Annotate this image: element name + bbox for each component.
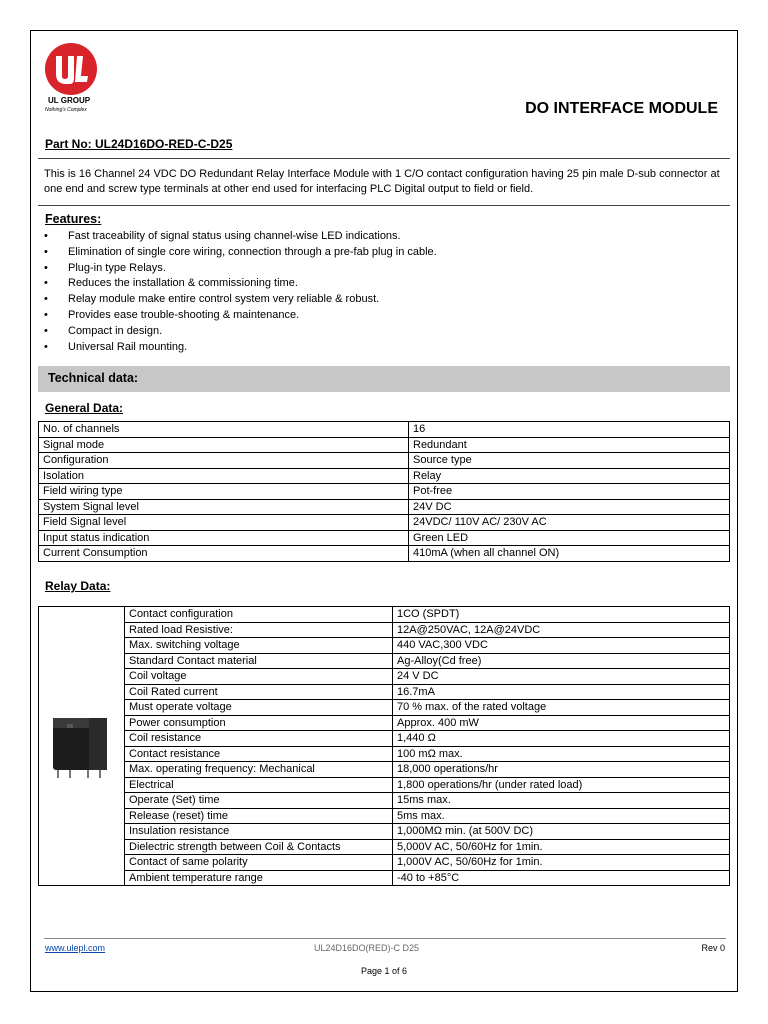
value-cell: 1,000V AC, 50/60Hz for 1min. <box>393 855 730 871</box>
value-cell: Ag-Alloy(Cd free) <box>393 653 730 669</box>
table-row <box>39 731 730 747</box>
table-row <box>39 793 730 809</box>
parameter-cell: Standard Contact material <box>125 653 393 669</box>
value-cell: 5,000V AC, 50/60Hz for 1min. <box>393 839 730 855</box>
parameter-cell: Dielectric strength between Coil & Contacts <box>125 839 393 855</box>
parameter-cell: Coil Rated current <box>125 684 393 700</box>
value-cell: Approx. 400 mW <box>393 715 730 731</box>
table-row <box>39 530 730 546</box>
value-cell: 24 V DC <box>393 669 730 685</box>
feature-item: • Relay module make entire control system very reliable & robust. <box>44 292 724 308</box>
feature-item: • Plug-in type Relays. <box>44 261 724 277</box>
value-cell: 1CO (SPDT) <box>393 607 730 623</box>
footer-divider <box>44 938 726 939</box>
parameter-cell: Coil resistance <box>125 731 393 747</box>
table-row <box>39 746 730 762</box>
value-cell: 410mA (when all channel ON) <box>409 546 730 562</box>
table-row <box>39 499 730 515</box>
table-row <box>39 422 730 438</box>
table-row <box>39 607 730 623</box>
value-cell: 100 mΩ max. <box>393 746 730 762</box>
parameter-cell: Max. operating frequency: Mechanical <box>125 762 393 778</box>
general-data-table <box>38 421 730 562</box>
feature-item: • Reduces the installation & commissioning time. <box>44 276 724 292</box>
value-cell: 15ms max. <box>393 793 730 809</box>
value-cell: Redundant <box>409 437 730 453</box>
parameter-cell: Must operate voltage <box>125 700 393 716</box>
website-link[interactable]: www.ulepl.com <box>45 943 106 953</box>
ul-group-logo <box>44 42 98 96</box>
value-cell: 70 % max. of the rated voltage <box>393 700 730 716</box>
table-row <box>39 855 730 871</box>
parameter-cell: Coil voltage <box>125 669 393 685</box>
value-cell: 1,800 operations/hr (under rated load) <box>393 777 730 793</box>
parameter-cell: Isolation <box>39 468 409 484</box>
table-row <box>39 870 730 886</box>
table-row <box>39 684 730 700</box>
value-cell: Pot-free <box>409 484 730 500</box>
features-list <box>44 229 724 355</box>
value-cell: 24VDC/ 110V AC/ 230V AC <box>409 515 730 531</box>
value-cell: Relay <box>409 468 730 484</box>
table-row <box>39 653 730 669</box>
features-heading: Features: <box>45 212 102 226</box>
value-cell: 24V DC <box>409 499 730 515</box>
document-title: DO INTERFACE MODULE <box>525 100 718 117</box>
value-cell: 16 <box>409 422 730 438</box>
parameter-cell: Contact resistance <box>125 746 393 762</box>
value-cell: Green LED <box>409 530 730 546</box>
value-cell: 12A@250VAC, 12A@24VDC <box>393 622 730 638</box>
value-cell: 440 VAC,300 VDC <box>393 638 730 654</box>
parameter-cell: Signal mode <box>39 437 409 453</box>
table-row <box>39 700 730 716</box>
parameter-cell: Contact configuration <box>125 607 393 623</box>
parameter-cell: Release (reset) time <box>125 808 393 824</box>
parameter-cell: Rated load Resistive: <box>125 622 393 638</box>
divider <box>38 158 730 159</box>
parameter-cell: Field wiring type <box>39 484 409 500</box>
value-cell: 16.7mA <box>393 684 730 700</box>
value-cell: Source type <box>409 453 730 469</box>
feature-item: • Fast traceability of signal status using channel-wise LED indications. <box>44 229 724 245</box>
relay-data-table <box>38 606 730 886</box>
table-row <box>39 468 730 484</box>
general-data-heading: General Data: <box>45 401 124 415</box>
feature-item: • Compact in design. <box>44 324 724 340</box>
document-code: UL24D16DO(RED)-C D25 <box>314 943 420 953</box>
parameter-cell: Insulation resistance <box>125 824 393 840</box>
table-row <box>39 839 730 855</box>
parameter-cell: No. of channels <box>39 422 409 438</box>
feature-item: • Elimination of single core wiring, connection through a pre-fab plug in cable. <box>44 245 724 261</box>
parameter-cell: Power consumption <box>125 715 393 731</box>
relay-image-cell <box>39 607 125 886</box>
table-row <box>39 762 730 778</box>
value-cell: 5ms max. <box>393 808 730 824</box>
value-cell: 1,000MΩ min. (at 500V DC) <box>393 824 730 840</box>
part-number: Part No: UL24D16DO-RED-C-D25 <box>45 137 233 151</box>
relay-data-heading: Relay Data: <box>45 579 111 593</box>
table-row <box>39 484 730 500</box>
parameter-cell: Configuration <box>39 453 409 469</box>
technical-data-heading: Technical data: <box>48 371 139 385</box>
table-row <box>39 437 730 453</box>
table-row <box>39 638 730 654</box>
product-description: This is 16 Channel 24 VDC DO Redundant Relay Interface Module with 1 C/O contact configuration having 25 pin male D-sub connector at one end and screw type terminals at other end used for interfacing PLC Digital output to field or field. <box>44 168 720 195</box>
value-cell: 1,440 Ω <box>393 731 730 747</box>
table-row <box>39 622 730 638</box>
value-cell: -40 to +85°C <box>393 870 730 886</box>
parameter-cell: Max. switching voltage <box>125 638 393 654</box>
table-row <box>39 453 730 469</box>
parameter-cell: Input status indication <box>39 530 409 546</box>
revision-label: Rev 0 <box>701 943 725 953</box>
relay-image <box>39 694 124 794</box>
parameter-cell: Field Signal level <box>39 515 409 531</box>
parameter-cell: Electrical <box>125 777 393 793</box>
table-row <box>39 669 730 685</box>
value-cell: 18,000 operations/hr <box>393 762 730 778</box>
logo-tagline: Nothing's Complex <box>45 107 87 113</box>
table-row <box>39 515 730 531</box>
table-row <box>39 824 730 840</box>
parameter-cell: Operate (Set) time <box>125 793 393 809</box>
feature-item: • Universal Rail mounting. <box>44 340 724 356</box>
parameter-cell: Contact of same polarity <box>125 855 393 871</box>
table-row <box>39 777 730 793</box>
page-number: Page 1 of 6 <box>360 966 408 976</box>
divider <box>38 205 730 206</box>
parameter-cell: System Signal level <box>39 499 409 515</box>
table-row <box>39 546 730 562</box>
table-row <box>39 808 730 824</box>
logo-name: UL GROUP <box>48 96 91 105</box>
parameter-cell: Ambient temperature range <box>125 870 393 886</box>
feature-item: • Provides ease trouble-shooting & maintenance. <box>44 308 724 324</box>
table-row <box>39 715 730 731</box>
parameter-cell: Current Consumption <box>39 546 409 562</box>
technical-data-bar <box>38 366 730 392</box>
